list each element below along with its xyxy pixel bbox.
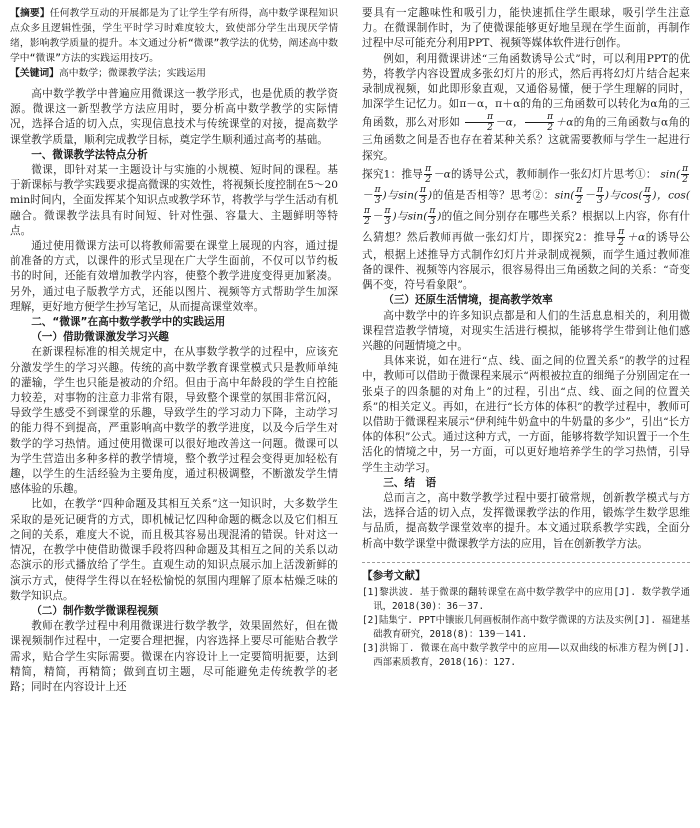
- keywords: [10, 66, 338, 81]
- fraction-pi-over-3: $\frac{\pi}{3}$: [374, 184, 381, 206]
- fraction-pi-over-3: $\frac{\pi}{3}$: [644, 184, 651, 206]
- reference-item: [2]陆集宁. PPT中镶嵌几何画板制作高中数学微课的方法及实例[J]. 福建基础教育研究，2018(8)：139－141.: [362, 615, 690, 641]
- paragraph-1: 微课，即针对某一主题设计与实施的小规模、短时间的课程。基于新课标与教学实践要求提高微课的实效性，将视频长度控制在5～20 min时间内，全面发挥某个知识点或教学环节，将教学与学生活动有机融合。微课教学法具有时间短、针对性强、容量大、主题鲜明等特点。: [10, 164, 338, 237]
- paragraph-6: 要具有一定趣味性和吸引力，能快速抓住学生眼球，吸引学生注意力。在微课制作时，为了使微课能够更好地呈现在学生面前，再制作过程中尽可能充分利用PPT、视频等媒体软件进行创作。: [362, 7, 690, 50]
- fraction-pi-over-2: $\frac{\pi}{2}$: [682, 163, 689, 185]
- fraction-pi-over-2: $\frac{\pi}{2}$: [465, 112, 494, 133]
- fraction-pi-over-2: $\frac{\pi}{2}$: [425, 163, 432, 185]
- paragraph-8: 探究1：推导 $\frac{\pi}{2}$ －α的诱导公式，教师制作一张幻灯片思考①： sin( $\frac{\pi}{2}$ － $\frac{\pi}{3}$ )与sin( $\frac{\pi}{3}$ )的值是否相等？思考②：sin( $\frac{\pi}{2}$ － $\frac{\pi}{3}$ )与cos( $\frac{\pi}{3}$ )，cos( $\frac{\pi}{2}$ － $\frac{\pi}{3}$ )与sin( $\frac{\pi}{3}$ )的值之间分别存在哪些关系？根据以上内容，你有什么猜想？然后教师再做一张幻灯片，即探究2：推导 $\frac{\pi}{2}$ ＋α的诱导公式，根据上述推导方式制作幻灯片并录制成视频，而学生通过教师准备的课件、视频等内容展示，很容易得出三角函数之间的关系：“奇变偶不变，符号看象限”。: [362, 163, 691, 292]
- section-heading-2: 二、“微课”在高中数学教学中的实践运用: [31, 316, 226, 329]
- fraction-pi-over-3: $\frac{\pi}{3}$: [429, 205, 436, 227]
- references: [362, 562, 690, 670]
- right-column: [362, 6, 690, 670]
- abstract-label: 【摘要】: [10, 8, 50, 19]
- paragraph-7-text-b: 的角的三角函数与α角的三角函数之间是否也存在着某种关系？这就需要教师与学生一起进行探究。: [362, 116, 691, 162]
- fraction-pi-over-2: $\frac{\pi}{2}$: [364, 205, 370, 227]
- subsection-heading-1: （一）借助微课激发学习兴趣: [31, 331, 169, 344]
- paragraph-8-text-e: 的诱导公式，根据上述推导方式制作幻灯片并录制成视频，而学生通过教师准备的课件、视频等内容展示，很容易得出三角函数之间的关系：“奇变偶不变，符号看象限”。: [362, 231, 691, 292]
- fraction-pi-over-3: $\frac{\pi}{3}$: [384, 205, 391, 227]
- paragraph-11: 总而言之，高中数学教学过程中要打破常规，创新教学模式与方法，选择合适的切入点，发挥微课教学法的作用，锻炼学生数学思维与品质，提高数学课堂效率的提升。本文通过联系教学实践，全面分析高中数学课堂中微课教学方法的应用，旨在创新教学方法。: [362, 492, 690, 550]
- reference-item: [1]黎洪波. 基于微课的翻转课堂在高中数学教学中的应用[J]. 数学教学通讯，2018(30)：36－37.: [362, 587, 690, 613]
- paragraph-8-text-b: 的诱导公式，教师制作一张幻灯片思考①：: [450, 168, 657, 181]
- fraction-pi-over-3: $\frac{\pi}{3}$: [596, 184, 603, 206]
- paragraph-2: 通过使用微课方法可以将教师需要在课堂上展现的内容，通过提前准备的方式，以课件的形式呈现在广大学生面前，不仅可以节约板书的时间，还能有效增加教学内容，使整个教学进度变得更加紧凑。另外，通过电子版教学方式，还能以图片、视频等方式帮助学生加深理解，更好地方便学生抄写笔记，从而提高课堂效率。: [10, 240, 338, 313]
- fraction-pi-over-2: $\frac{\pi}{2}$: [525, 112, 554, 133]
- paragraph-8-text-c: 的值是否相等？思考②：: [432, 189, 555, 202]
- paragraph-9: 高中数学中的许多知识点都是和人们的生活息息相关的，利用微课程营造教学情境，对现实生活进行模拟，能够将学生带到让他们感兴趣的问题情境之中。: [362, 309, 690, 353]
- keywords-text: 高中数学；微课教学法；实践运用: [58, 68, 206, 79]
- left-column: [10, 6, 338, 695]
- paragraph-8-text-d: 的值之间分别存在哪些关系？根据以上内容，你有什么猜想？然后教师再做一张幻灯片，即探究2：推导: [362, 210, 690, 244]
- keywords-label: 【关键词】: [10, 68, 59, 79]
- fraction-pi-over-3: $\frac{\pi}{3}$: [420, 184, 426, 206]
- section-heading-1: 一、微课教学法特点分析: [31, 148, 148, 161]
- reference-item: [3]洪锦丁. 微课在高中数学教学中的应用——以双曲线的标准方程为例[J]. 西部素质教育，2018(16)：127.: [362, 643, 690, 669]
- intro-paragraph: 高中数学教学中普遍应用微课这一教学形式，也是优质的教学资源。微课这一新型教学方法应用时，要分析高中数学教学的实际情况，选择合适的切入点，实现信息技术与传统课堂的对接，提高数学课堂教学质量，顺利完成教学目标，奠定学生顺利通过高考的基础。: [10, 88, 338, 146]
- fraction-pi-over-2: $\frac{\pi}{2}$: [618, 226, 625, 248]
- paragraph-10: 具体来说，如在进行“点、线、面之间的位置关系”的教学的过程中，教师可以借助于微课程来展示“两根被拉直的细绳子分别固定在一张桌子的四条腿的对角上”的过程，引出“点、线、面之间的位置关系”的相关定义。再如，在进行“长方体的体积”的教学过程中，教师可以借助于微课程来展示“伊利纯牛奶盒中的牛奶量的多少”，引出“长方体的体积”公式。通过这种方式，一方面，能够将数学知识置于一个生活化的情境之中，另一方面，可以更好地培养学生的学习热情，引导学生主动学习。: [362, 355, 690, 474]
- paragraph-7-text-a: 例如，利用微课讲述“三角函数诱导公式”时，可以利用PPT的优势，将教学内容设置成多张幻灯片的形式，然后再将幻灯片结合起来录制成视频，如此即形象直观，又通俗易懂，便于学生理解的同时，加深学生记忆力。如π－α，π＋α的角的三角函数可以转化为α角的三角函数，那么对形如: [362, 52, 690, 129]
- references-title: 【参考文献】: [362, 569, 426, 582]
- subsection-heading-3: （三）还原生活情境，提高教学效率: [383, 294, 553, 307]
- abstract-text: 任何教学互动的开展都是为了让学生学有所得，高中数学课程知识点众多且逻辑性强，学生平时学习时难度较大，致使部分学生出现厌学情绪，影响教学质量的提升。本文通过分析“微课”教学法的优势，阐述高中数学中“微课”方法的实践运用技巧。: [10, 8, 339, 64]
- paragraph-4: 比如，在教学“四种命题及其相互关系”这一知识时，大多数学生采取的是死记硬背的方式，即机械记忆四种命题的概念以及它们相互之间的关系，难度大不说，而且极其容易出现混淆的错误。针对这一情况，在教学中使借助微课手段将四种命题及其相互之间的关系以动态演示的形式播放给了学生。直观生动的知识点展示加上活泼新鲜的演示方式，使得学生得以在轻松愉悦的氛围内理解了原本枯燥乏味的数学知识点。: [10, 498, 338, 602]
- section-heading-3: 三、结 语: [383, 476, 437, 489]
- abstract: [10, 6, 338, 66]
- paragraph-7: 例如，利用微课讲述“三角函数诱导公式”时，可以利用PPT的优势，将教学内容设置成多张幻灯片的形式，然后再将幻灯片结合起来录制成视频，如此即形象直观，又通俗易懂，便于学生理解的同时，加深学生记忆力。如π－α，π＋α的角的三角函数可以转化为α角的三角函数，那么对形如 $\frac{\pi}{2}$ －α， $\frac{\pi}{2}$ ＋α的角的三角函数与α角的三角函数之间是否也存在着某种关系？这就需要教师与学生一起进行探究。: [362, 52, 691, 162]
- subsection-heading-2: （二）制作数学微课程视频: [31, 604, 159, 617]
- fraction-pi-over-2: $\frac{\pi}{2}$: [576, 184, 583, 206]
- paragraph-3: 在新课程标准的相关规定中，在从事数学教学的过程中，应该充分激发学生的学习兴趣。传统的高中数学教育课堂模式只是教师单纯的灌输，学生也只能是被动的介绍。但由于高中年龄段的学生自控能力较差，对事物的注意力非常有限，导致整个课堂的氛围非常沉闷，导致学生感受不到课堂的乐趣，导致学生的学习动力下降，主动学习的能力得不到提高，严重影响高中数学的教学进度，以及今后学生对数学的学习热情。通过使用微课可以很好地改善这一问题。微课可以为学生营造出多种多样的教学情境，整个教学过程会变得更加轻松有趣，以学生的生活经验为主要角度，通过积极调整，不断激发学生情感体验的乐趣。: [10, 346, 338, 496]
- paragraph-8-text-a: 探究1：推导: [362, 168, 424, 181]
- paragraph-5: 教师在教学过程中利用微课进行数学教学，效果固然好，但在微课视频制作过程中，一定要合理把握，内容选择上要尽可能贴合教学需求，贴合学生实际需要。微课在内容设计上一定要简明扼要，达到精简，精简，再精简；做到直切主题，尽可能避免走传统教学的老路；同时在内容设计上还: [10, 620, 338, 693]
